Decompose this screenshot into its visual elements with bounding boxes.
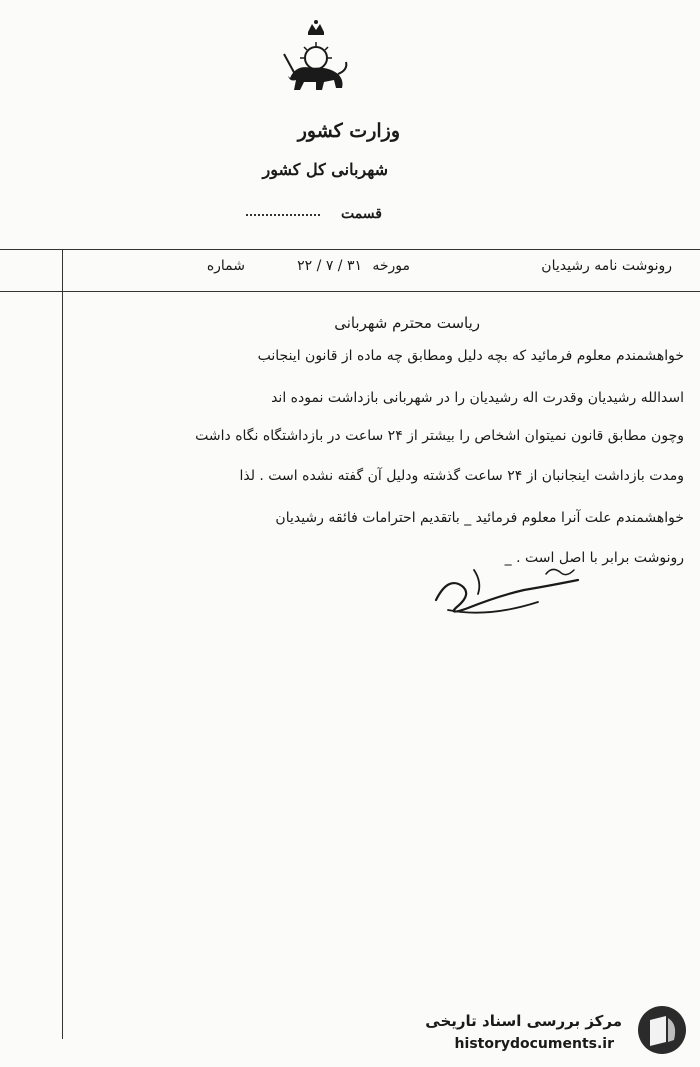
handwritten-signature: [428, 556, 588, 626]
ministry-name: وزارت کشور: [297, 120, 400, 142]
number-label: شماره: [206, 258, 245, 274]
archive-center-name: مرکز بررسی اسناد تاریخی: [425, 1012, 622, 1030]
header-top-rule: [0, 249, 700, 250]
archive-website: historydocuments.ir: [454, 1036, 614, 1052]
section-label: قسمت: [340, 206, 382, 222]
margin-vertical-rule: [62, 249, 63, 1039]
header-bottom-rule: [0, 291, 700, 292]
date-value: ۲۲ / ۷ / ۳۱: [297, 258, 362, 274]
body-line-1: خواهشمندم معلوم فرمائید که بچه دلیل ومطابق چه ماده از قانون اینجانب: [257, 348, 684, 364]
department-name: شهربانی کل کشور: [262, 160, 388, 179]
salutation: ریاست محترم شهربانی: [334, 314, 480, 332]
body-line-3: وچون مطابق قانون نمیتوان اشخاص را بیشتر از ۲۴ ساعت در بازداشتگاه نگاه داشت: [195, 428, 684, 444]
body-line-2: اسدالله رشیدیان وقدرت اله رشیدیان را در شهربانی بازداشت نموده اند: [271, 390, 684, 406]
date-label: مورخه: [372, 258, 410, 274]
body-line-4: ومدت بازداشت اینجانبان از ۲۴ ساعت گذشته ودلیل آن گفته نشده است . لذا: [239, 468, 684, 484]
letter-subject: رونوشت نامه رشیدیان: [541, 258, 672, 274]
archive-logo-icon: [636, 1004, 688, 1056]
lion-and-sun-crown-icon: [278, 18, 354, 104]
section-field-dotted-line: [246, 214, 320, 216]
body-line-5: خواهشمندم علت آنرا معلوم فرمائید _ باتقدیم احترامات فائقه رشیدیان: [275, 510, 684, 526]
body-line-6: رونوشت برابر با اصل است . _: [504, 550, 684, 566]
